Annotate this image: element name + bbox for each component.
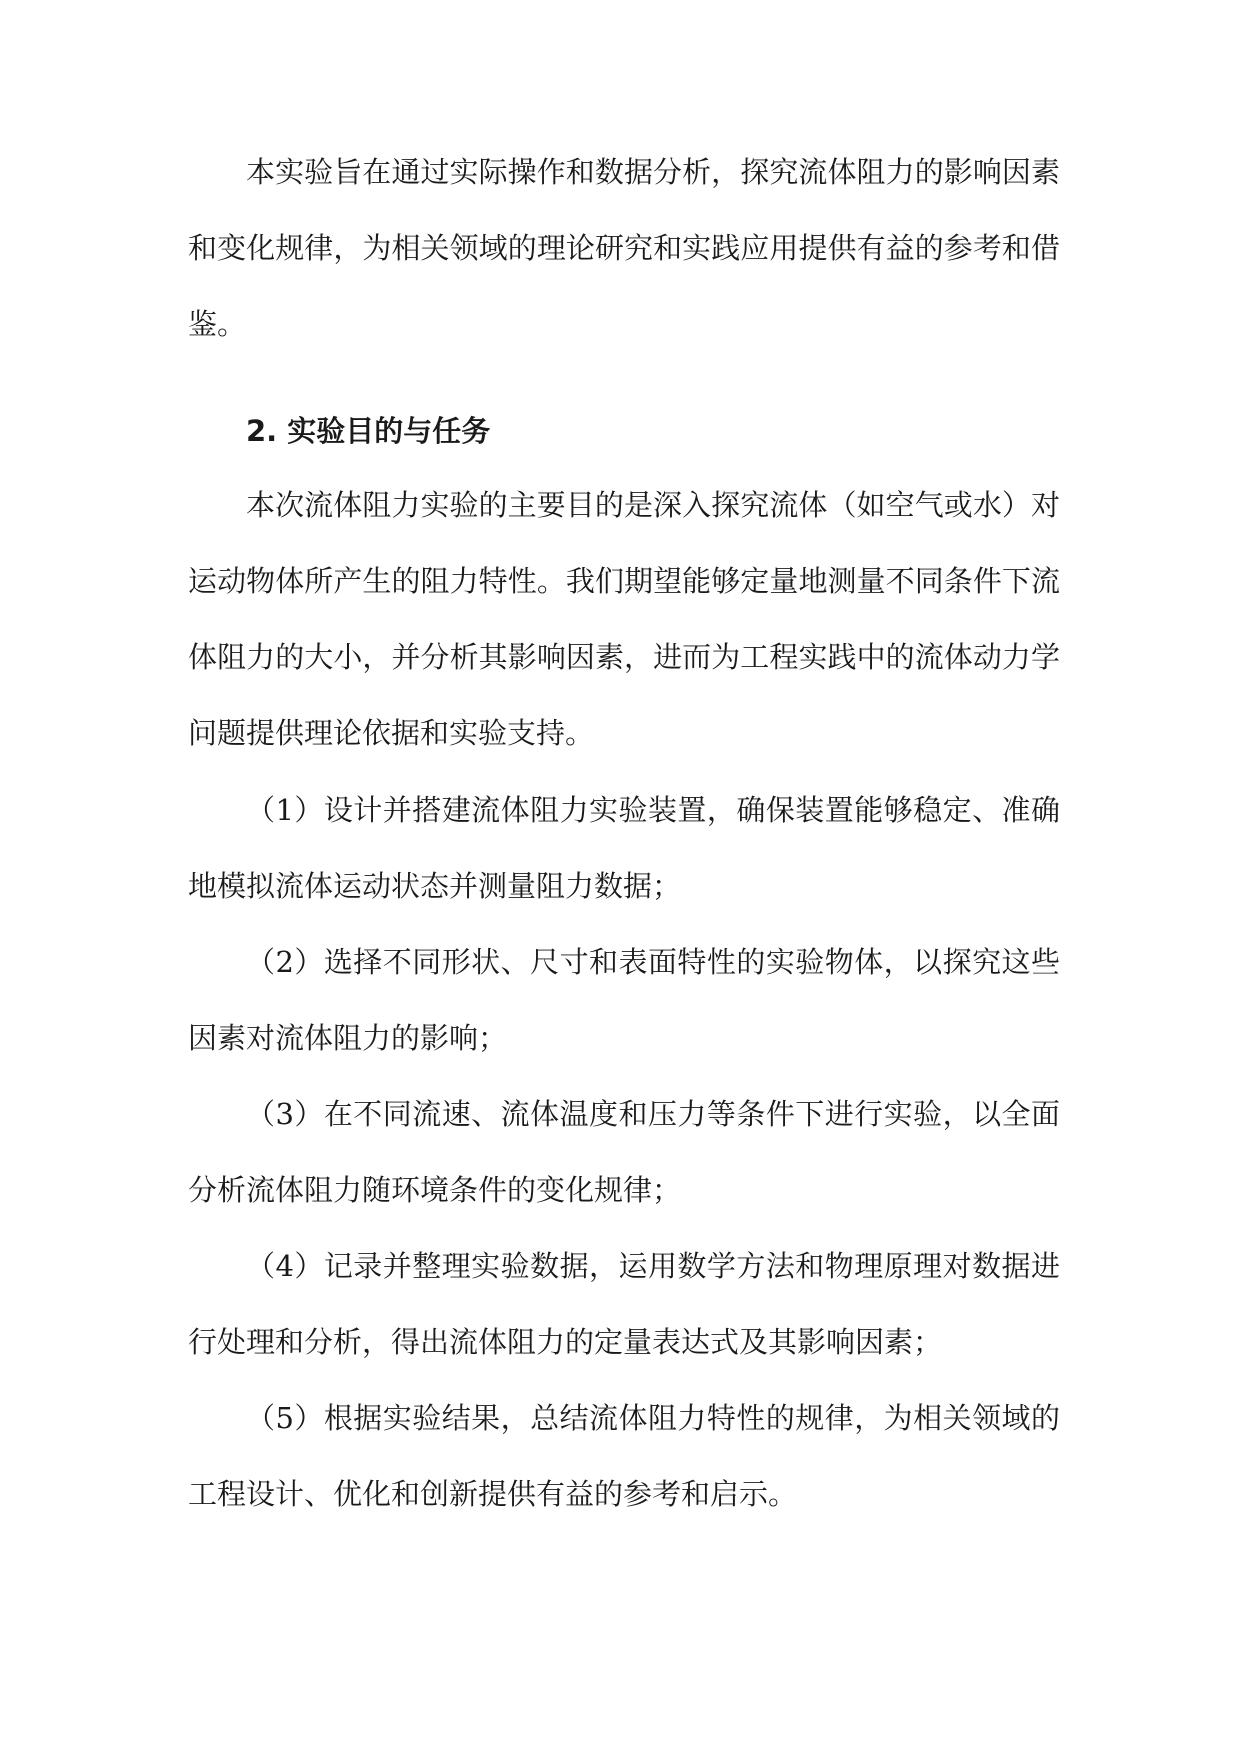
intro-paragraph: 本实验旨在通过实际操作和数据分析，探究流体阻力的影响因素和变化规律，为相关领域的理论研究和实践应用提供有益的参考和借鉴。 <box>188 155 1060 341</box>
task-item: （2）选择不同形状、尺寸和表面特性的实验物体，以探究这些因素对流体阻力的影响； <box>188 945 1060 1055</box>
task-item: （3）在不同流速、流体温度和压力等条件下进行实验，以全面分析流体阻力随环境条件的变化规律； <box>188 1097 1060 1207</box>
section-heading: 2. 实验目的与任务 <box>246 414 491 448</box>
task-item: （4）记录并整理实验数据，运用数学方法和物理原理对数据进行处理和分析，得出流体阻力的定量表达式及其影响因素； <box>188 1249 1060 1359</box>
purpose-paragraph: 本次流体阻力实验的主要目的是深入探究流体（如空气或水）对运动物体所产生的阻力特性。我们期望能够定量地测量不同条件下流体阻力的大小，并分析其影响因素，进而为工程实践中的流体动力学问题提供理论依据和实验支持。 <box>188 488 1060 750</box>
task-item: （1）设计并搭建流体阻力实验装置，确保装置能够稳定、准确地模拟流体运动状态并测量阻力数据； <box>188 793 1060 903</box>
task-item: （5）根据实验结果，总结流体阻力特性的规律，为相关领域的工程设计、优化和创新提供有益的参考和启示。 <box>188 1401 1060 1511</box>
